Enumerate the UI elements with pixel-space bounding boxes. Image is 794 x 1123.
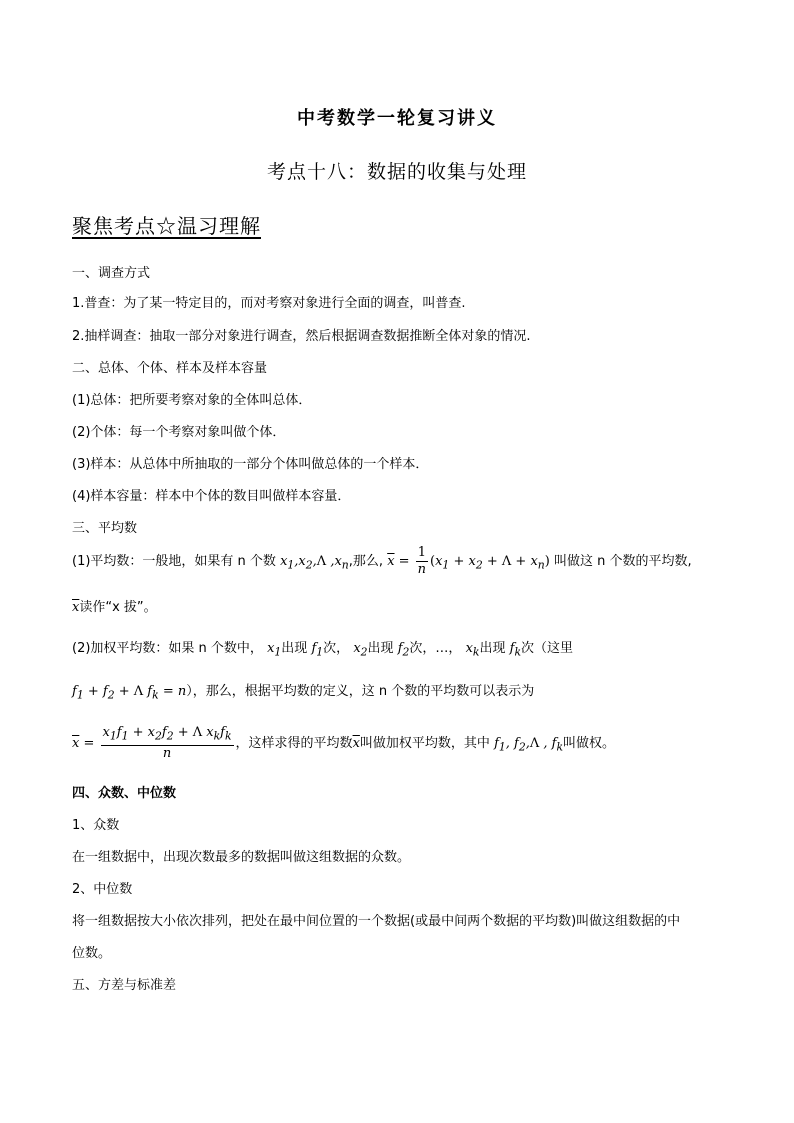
paragraph-population: (1)总体：把所要考察对象的全体叫总体． [72, 393, 312, 408]
paragraph-census: 1.普查：为了某一特定目的，而对考察对象进行全面的调查，叫普查. [72, 296, 466, 311]
paragraph-mean-definition: (1)平均数：一般地，如果有 n 个数 $x_1,x_2,\Lambda$ $,x_n$,那么, $\overline{x}$ = $\frac{1}{n}$ $(x_1 + x_2 + \Lambda + x_n)$ 叫做这 n 个数的平均数, [72, 545, 692, 577]
paragraph-median-cont: 位数。 [72, 946, 112, 961]
math-weights: $f_1$, $f_2,\Lambda$ , $f_k$ [494, 736, 564, 754]
math-weight-sum: $f_1 + f_2 + \Lambda$ $f_k = n$ [72, 684, 187, 702]
paragraph-xbar-reading: $\overline{x}$读作“x 拔”。 [72, 600, 157, 615]
section-heading-survey: 一、调查方式 [72, 266, 151, 281]
subheading-mode: 1、众数 [72, 818, 120, 833]
math-xbar: $\overline{x}$ [72, 600, 80, 615]
paragraph-weighted-mean-cont: $f_1 + f_2 + \Lambda$ $f_k = n$），那么，根据平均数的定义，这 n 个数的平均数可以表示为 [72, 684, 535, 702]
page-title: 中考数学一轮复习讲义 [297, 108, 497, 129]
paragraph-sample-size: (4)样本容量：样本中个体的数目叫做样本容量． [72, 489, 351, 504]
subheading-median: 2、中位数 [72, 882, 133, 897]
paragraph-sample: (3)样本：从总体中所抽取的一部分个体叫做总体的一个样本． [72, 457, 429, 472]
paragraph-mode: 在一组数据中，出现次数最多的数据叫做这组数据的众数。 [72, 850, 411, 865]
math-weighted-mean-formula: $\overline{x}$ = $\frac{x_1f_1 + x_2f_2 + \Lambda x_kf_k}{n}$ [72, 725, 232, 761]
paragraph-median: 将一组数据按大小依次排列，把处在最中间位置的一个数据(或最中间两个数据的平均数)叫做这组数据的中 [72, 914, 681, 929]
paragraph-sampling: 2.抽样调查：抽取一部分对象进行调查，然后根据调查数据推断全体对象的情况. [72, 329, 531, 344]
paragraph-individual: (2)个体：每一个考察对象叫做个体． [72, 425, 286, 440]
section-heading-mean: 三、平均数 [72, 521, 138, 536]
page-subtitle: 考点十八：数据的收集与处理 [266, 161, 527, 183]
paragraph-weighted-formula: $\overline{x}$ = $\frac{x_1f_1 + x_2f_2 + \Lambda x_kf_k}{n}$ ，这样求得的平均数$\overline{x}$叫做加权平均数，其中 $f_1$, $f_2,\Lambda$ , $f_k$叫做权。 [72, 725, 616, 761]
section-heading-variance: 五、方差与标准差 [72, 978, 177, 993]
section-heading-population: 二、总体、个体、样本及样本容量 [72, 361, 268, 376]
math-sequence: $x_1,x_2,\Lambda$ $,x_n$ [280, 554, 349, 572]
math-mean-formula: $\overline{x}$ = $\frac{1}{n}$ $(x_1 + x_2 + \Lambda + x_n)$ [387, 545, 550, 577]
section-heading-mode-median: 四、众数、中位数 [72, 786, 177, 801]
paragraph-weighted-mean: (2)加权平均数：如果 n 个数中， $x_1$出现 $f_1$次， $x_2$出现 $f_2$次，…， $x_k$出现 $f_k$次（这里 [72, 641, 574, 659]
section-banner: 聚焦考点☆温习理解 [72, 214, 261, 238]
